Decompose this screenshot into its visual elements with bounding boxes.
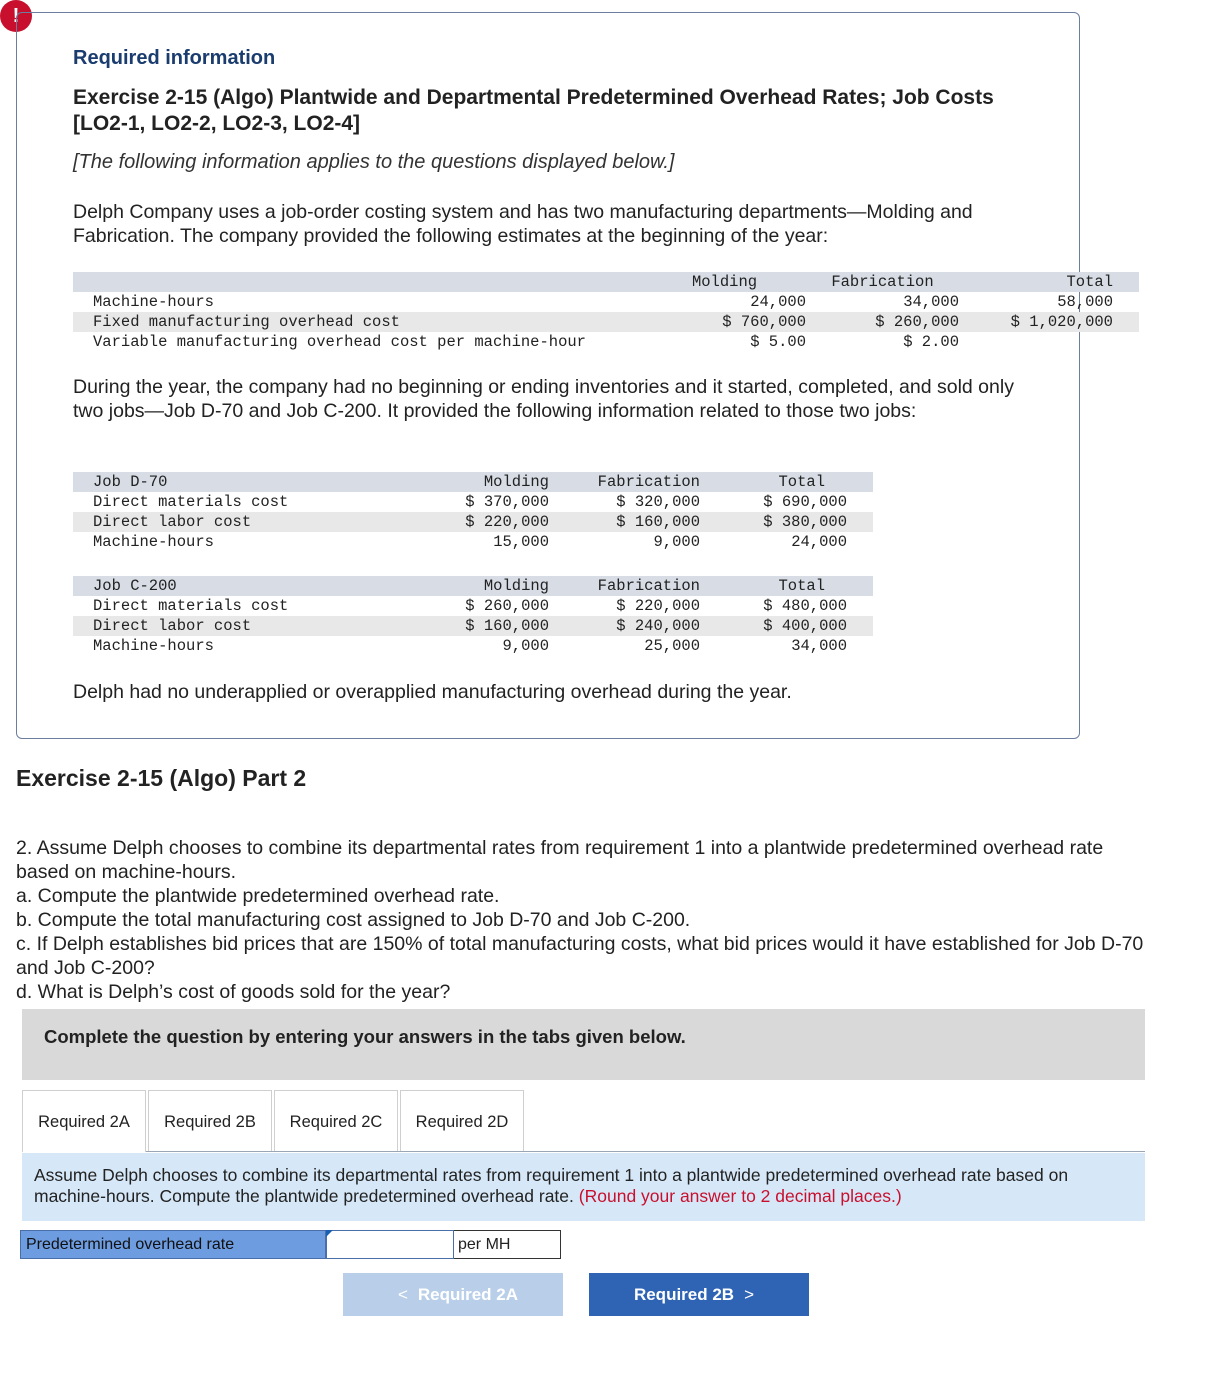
part-title: Exercise 2-15 (Algo) Part 2 bbox=[16, 765, 307, 791]
chevron-right-icon: > bbox=[744, 1285, 755, 1304]
table-cell: 34,000 bbox=[791, 637, 847, 655]
required-info-heading: Required information bbox=[73, 47, 276, 69]
table-cell: Molding bbox=[443, 472, 549, 492]
table-cell: $ 380,000 bbox=[700, 512, 847, 532]
tab-divider bbox=[146, 1151, 1145, 1152]
table-cell: $ 760,000 bbox=[643, 312, 806, 332]
table-cell: $ 2.00 bbox=[903, 333, 959, 351]
next-button-label: Required 2B bbox=[633, 1285, 735, 1304]
table-cell: Machine-hours bbox=[93, 293, 214, 311]
applies-note: [The following information applies to the questions displayed below.] bbox=[73, 151, 675, 173]
tab-required-2d[interactable]: Required 2D bbox=[400, 1090, 524, 1152]
table-header-row bbox=[73, 576, 873, 596]
tab-required-2c[interactable]: Required 2C bbox=[274, 1090, 398, 1152]
no-under-overapplied-note: Delph had no underapplied or overapplied manufacturing overhead during the year. bbox=[73, 681, 792, 703]
table-cell: Total bbox=[700, 472, 847, 492]
table-row bbox=[73, 292, 1139, 312]
chevron-left-icon: < bbox=[397, 1285, 408, 1304]
complete-question-banner bbox=[22, 1009, 1145, 1080]
table-cell: $ 1,020,000 bbox=[959, 312, 1113, 332]
table-cell: $ 320,000 bbox=[616, 493, 700, 511]
job-c200-table bbox=[73, 576, 873, 656]
next-required-2b-button[interactable] bbox=[589, 1273, 809, 1316]
table-cell: $ 480,000 bbox=[763, 597, 847, 615]
table-cell bbox=[959, 332, 1113, 352]
table-cell: Fabrication bbox=[806, 272, 959, 292]
predetermined-overhead-rate-input[interactable] bbox=[326, 1230, 454, 1259]
during-paragraph: During the year, the company had no beginning or ending inventories and it started, completed, and sold only two jobs—Job D-70 and Job C-200. It provided the following information related to those two jobs: bbox=[73, 376, 1014, 422]
prev-required-2a-button[interactable] bbox=[343, 1273, 563, 1316]
table-cell: Machine-hours bbox=[93, 533, 214, 551]
table-cell: 15,000 bbox=[493, 533, 549, 551]
table-cell: 9,000 bbox=[653, 533, 700, 551]
table-cell: $ 220,000 bbox=[616, 597, 700, 615]
table-cell: Job C-200 bbox=[73, 576, 443, 596]
instruction-rounding-note: (Round your answer to 2 decimal places.) bbox=[578, 1186, 902, 1206]
intro-paragraph: Delph Company uses a job-order costing system and has two manufacturing departments—Molding and Fabrication. The company provided the following estimates at the beginning of the year: bbox=[73, 201, 973, 247]
table-cell: Fixed manufacturing overhead cost bbox=[73, 312, 643, 332]
table-cell: Molding bbox=[443, 576, 549, 596]
table-cell: Direct materials cost bbox=[93, 597, 289, 615]
predetermined-overhead-rate-label: Predetermined overhead rate bbox=[20, 1230, 326, 1259]
table-cell: 9,000 bbox=[502, 637, 549, 655]
table-header-row bbox=[73, 272, 1139, 292]
tab-required-2a[interactable]: Required 2A bbox=[22, 1090, 146, 1152]
table-cell: 34,000 bbox=[903, 293, 959, 311]
table-cell: 24,000 bbox=[791, 533, 847, 551]
complete-question-text: Complete the question by entering your answers in the tabs given below. bbox=[44, 1026, 686, 1047]
job-d70-table bbox=[73, 472, 873, 552]
table-row bbox=[73, 636, 873, 656]
table-cell: Fabrication bbox=[549, 576, 700, 596]
instruction-box bbox=[22, 1153, 1145, 1221]
table-cell: $ 240,000 bbox=[549, 616, 700, 636]
table-cell: $ 400,000 bbox=[700, 616, 847, 636]
table-cell: $ 260,000 bbox=[806, 312, 959, 332]
instruction-main: Assume Delph chooses to combine its departmental rates from requirement 1 into a plantwide predetermined overhead rate based on machine-hours. Compute the plantwide predetermined overhead rate. bbox=[34, 1165, 1069, 1206]
table-cell bbox=[73, 272, 643, 292]
table-cell: Fabrication bbox=[549, 472, 700, 492]
table-cell: Direct materials cost bbox=[93, 493, 289, 511]
table-cell: $ 220,000 bbox=[443, 512, 549, 532]
table-row bbox=[73, 596, 873, 616]
table-cell: Total bbox=[959, 272, 1113, 292]
table-cell: 24,000 bbox=[750, 293, 806, 311]
question-2: 2. Assume Delph chooses to combine its departmental rates from requirement 1 into a plantwide predetermined overhead rate based on machine-hours. bbox=[16, 837, 1104, 883]
table-cell: $ 160,000 bbox=[549, 512, 700, 532]
question-c: c. If Delph establishes bid prices that are 150% of total manufacturing costs, what bid prices would it have established for Job D-70 and Job C-200? bbox=[16, 933, 1144, 979]
input-flag-icon bbox=[326, 1230, 333, 1237]
table-cell: Total bbox=[700, 576, 847, 596]
prev-button-label: Required 2A bbox=[417, 1285, 519, 1304]
table-row bbox=[73, 312, 1139, 332]
table-cell: 58,000 bbox=[1057, 293, 1113, 311]
table-cell: Direct labor cost bbox=[73, 512, 443, 532]
table-cell: $ 260,000 bbox=[465, 597, 549, 615]
estimates-table bbox=[73, 272, 1139, 352]
table-cell: Machine-hours bbox=[93, 637, 214, 655]
table-cell: $ 160,000 bbox=[443, 616, 549, 636]
table-cell: 25,000 bbox=[644, 637, 700, 655]
table-row bbox=[73, 332, 1139, 352]
table-cell: Molding bbox=[643, 272, 806, 292]
table-row bbox=[73, 492, 873, 512]
instruction-text bbox=[34, 1165, 1134, 1207]
question-b: b. Compute the total manufacturing cost assigned to Job D-70 and Job C-200. bbox=[16, 909, 691, 931]
table-cell: Variable manufacturing overhead cost per machine-hour bbox=[93, 333, 586, 351]
table-row bbox=[73, 616, 873, 636]
table-cell: $ 690,000 bbox=[763, 493, 847, 511]
exercise-title: Exercise 2-15 (Algo) Plantwide and Departmental Predetermined Overhead Rates; Job Costs [LO2-1, LO2-2, LO2-3, LO2-4] bbox=[73, 86, 994, 135]
table-cell: $ 5.00 bbox=[750, 333, 806, 351]
table-row bbox=[73, 512, 873, 532]
question-a: a. Compute the plantwide predetermined overhead rate. bbox=[16, 885, 500, 907]
table-header-row bbox=[73, 472, 873, 492]
question-d: d. What is Delph’s cost of goods sold for the year? bbox=[16, 981, 451, 1003]
table-cell: Direct labor cost bbox=[73, 616, 443, 636]
rate-unit-label: per MH bbox=[454, 1230, 561, 1259]
table-cell: $ 370,000 bbox=[465, 493, 549, 511]
tab-required-2b[interactable]: Required 2B bbox=[148, 1090, 272, 1152]
alert-icon: ! bbox=[0, 0, 32, 32]
table-cell: Job D-70 bbox=[73, 472, 443, 492]
table-row bbox=[73, 532, 873, 552]
